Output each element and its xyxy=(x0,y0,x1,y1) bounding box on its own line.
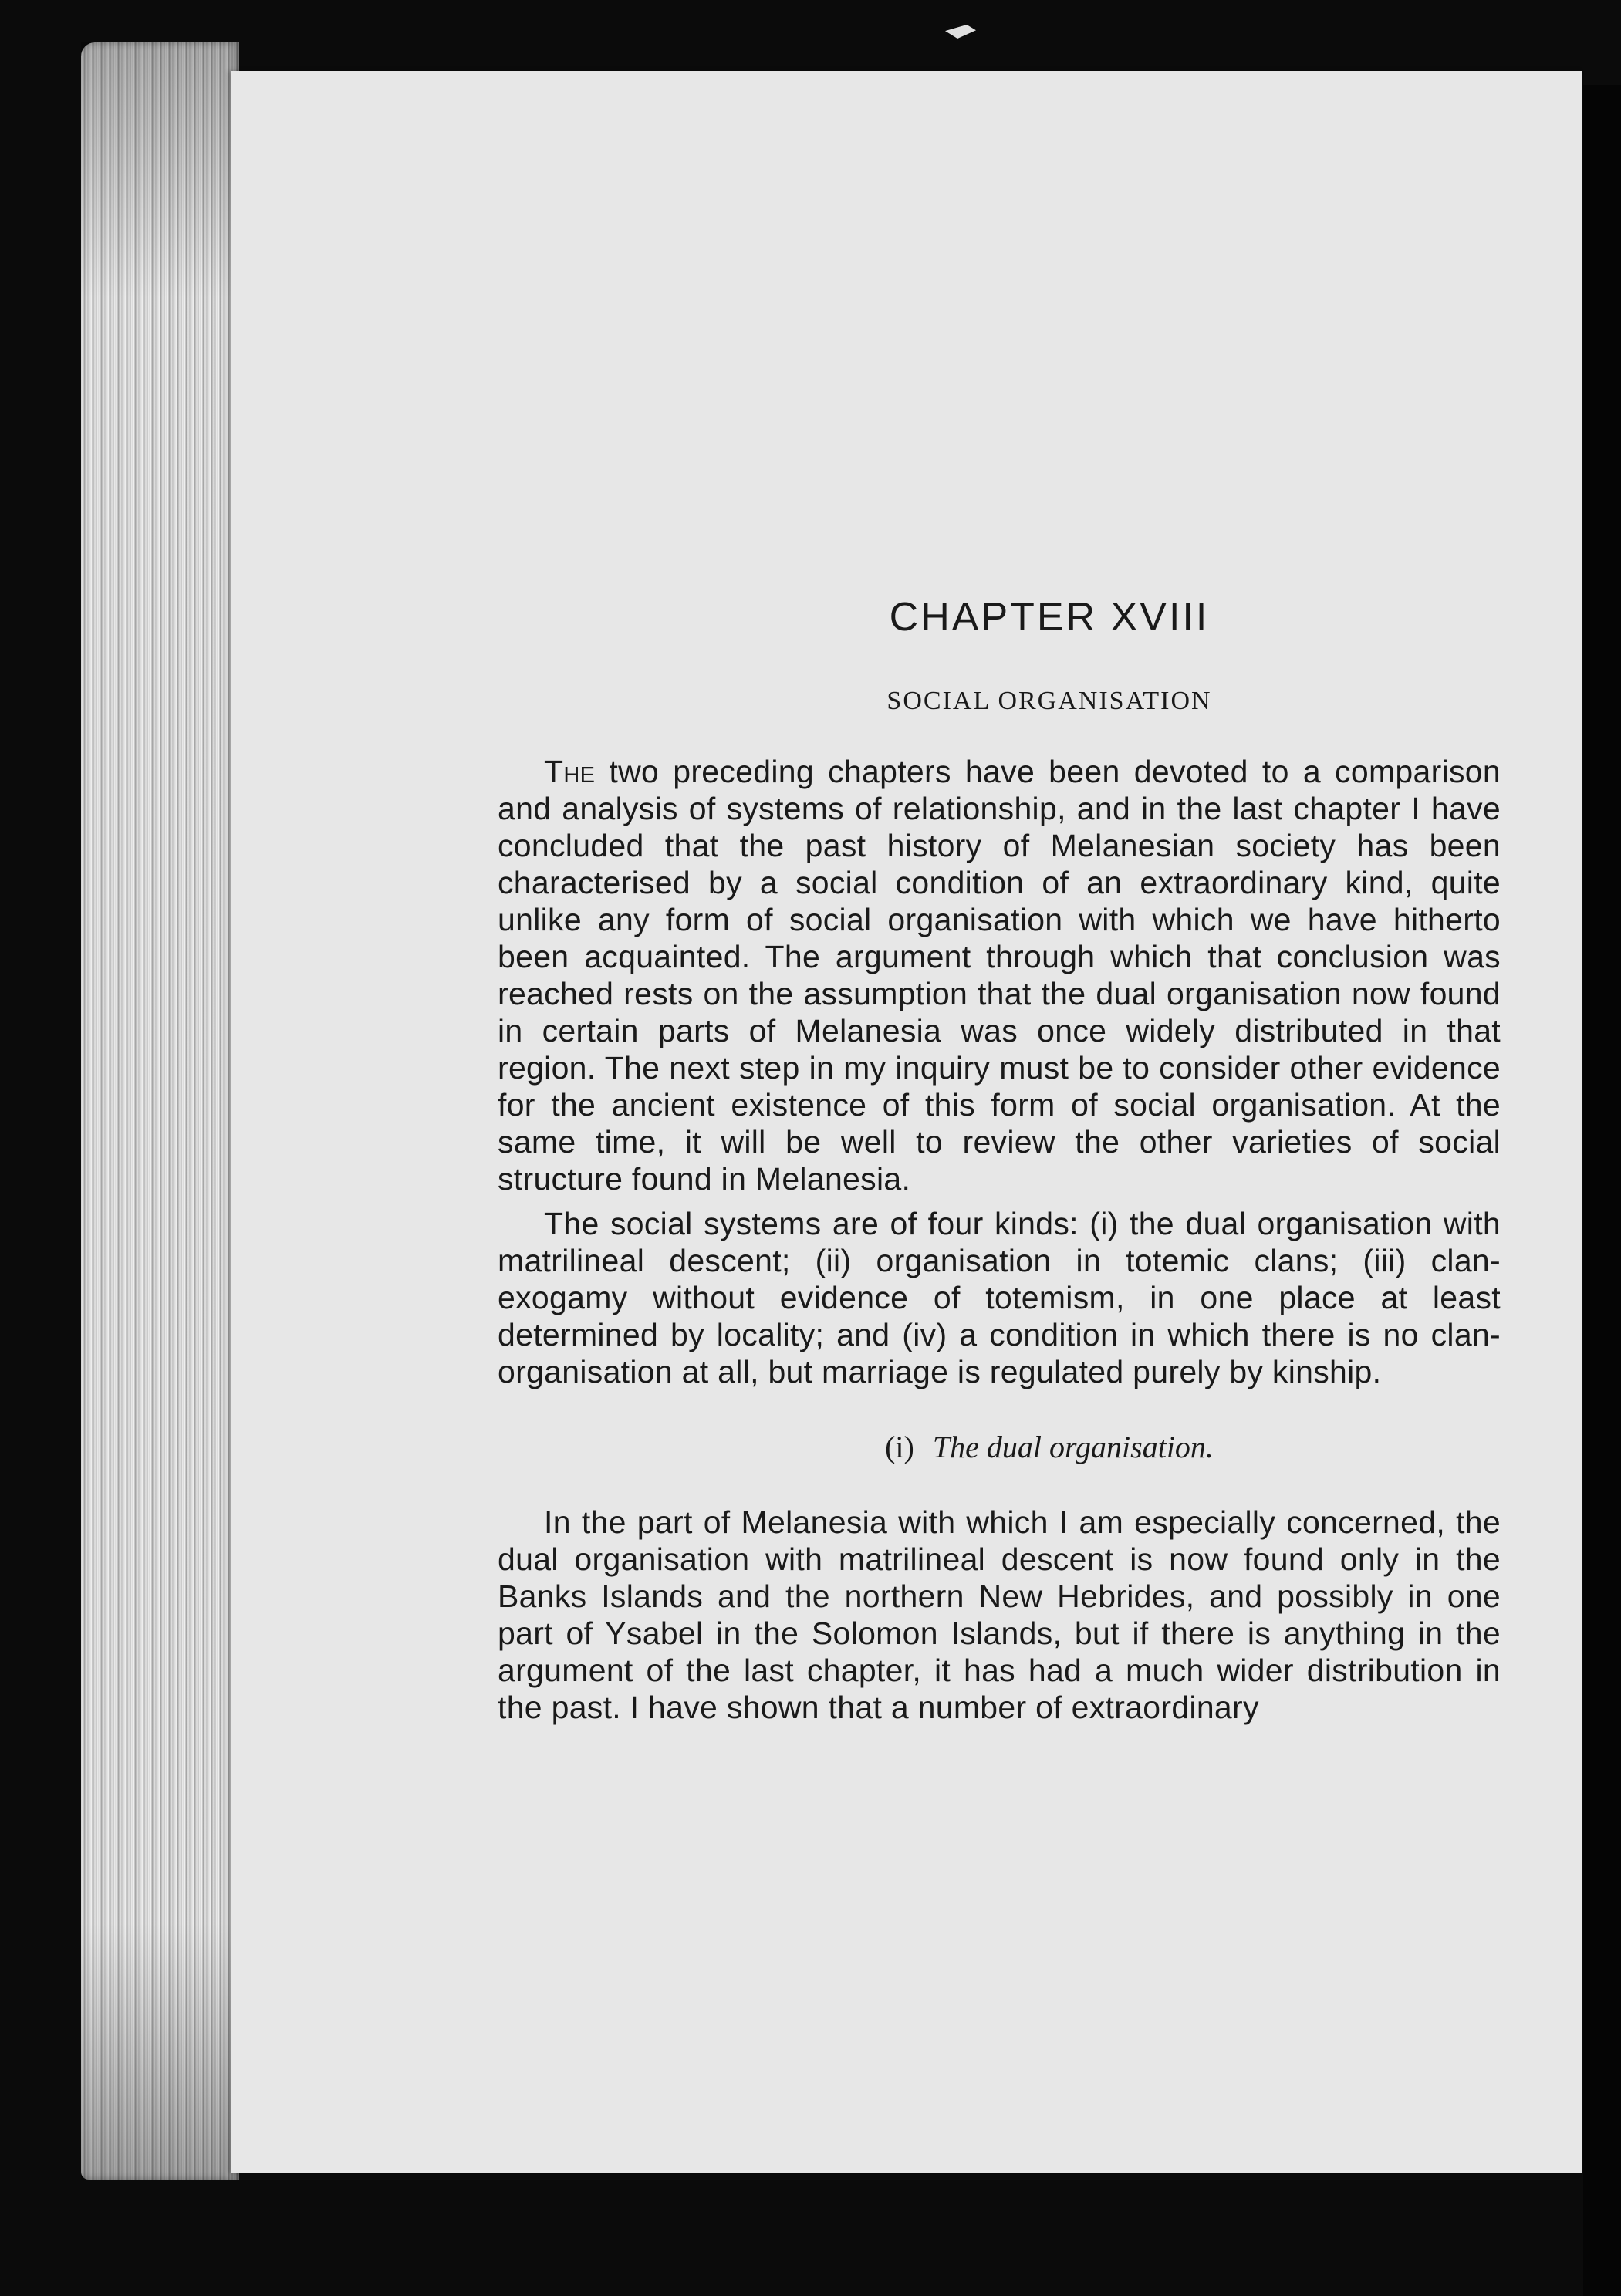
scan-mark xyxy=(945,25,976,39)
book-gutter-shadow xyxy=(1583,85,1621,2296)
paragraph-3: In the part of Melanesia with which I am especially concerned, the dual organisation with matrilineal descent is now found only in the Banks Islands and the northern New Hebrides, and possibly in one part of Ysabel in the Solomon Islands, but if there is anything in the argument of the last chapter, it has had a much wider distribution in the past. I have shown that a number of extraordinary xyxy=(498,1504,1501,1725)
chapter-title: CHAPTER XVIII xyxy=(889,595,1210,640)
page-content xyxy=(498,594,1501,1734)
subsection-heading xyxy=(598,1429,1501,1465)
paragraph-1-lead: The xyxy=(544,754,596,789)
paragraph-2: The social systems are of four kinds: (i) the dual organisation with matrilineal descent; (ii) organisation in totemic clans; (iii) clan-exogamy without evidence of totemism, in one place at least determined by locality; and (iv) a condition in which there is no clan-organisation at all, but marriage is regulated purely by kinship. xyxy=(498,1206,1501,1389)
book-page-edges xyxy=(81,42,239,2180)
subsection-number: (i) xyxy=(885,1430,914,1464)
paragraph-1 xyxy=(498,753,1501,1197)
subsection-title: The dual organisation. xyxy=(932,1430,1214,1464)
paragraph-1-text: two preceding chapters have been devoted to a comparison and analysis of systems of relationship, and in the last chapter I have concluded that the past history of Melanesian society has been characterised by a social condition of an extraordinary kind, quite unlike any form of social organisation with which we have hitherto been acquainted. The argument through which that conclusion was reached rests on the assumption that the dual organisation now found in certain parts of Melanesia was once widely distributed in that region. The next step in my inquiry must be to consider other evidence for the ancient existence of this form of social organisation. At the same time, it will be well to review the other varieties of social structure found in Melanesia. xyxy=(498,754,1501,1197)
section-title: SOCIAL ORGANISATION xyxy=(886,687,1212,715)
